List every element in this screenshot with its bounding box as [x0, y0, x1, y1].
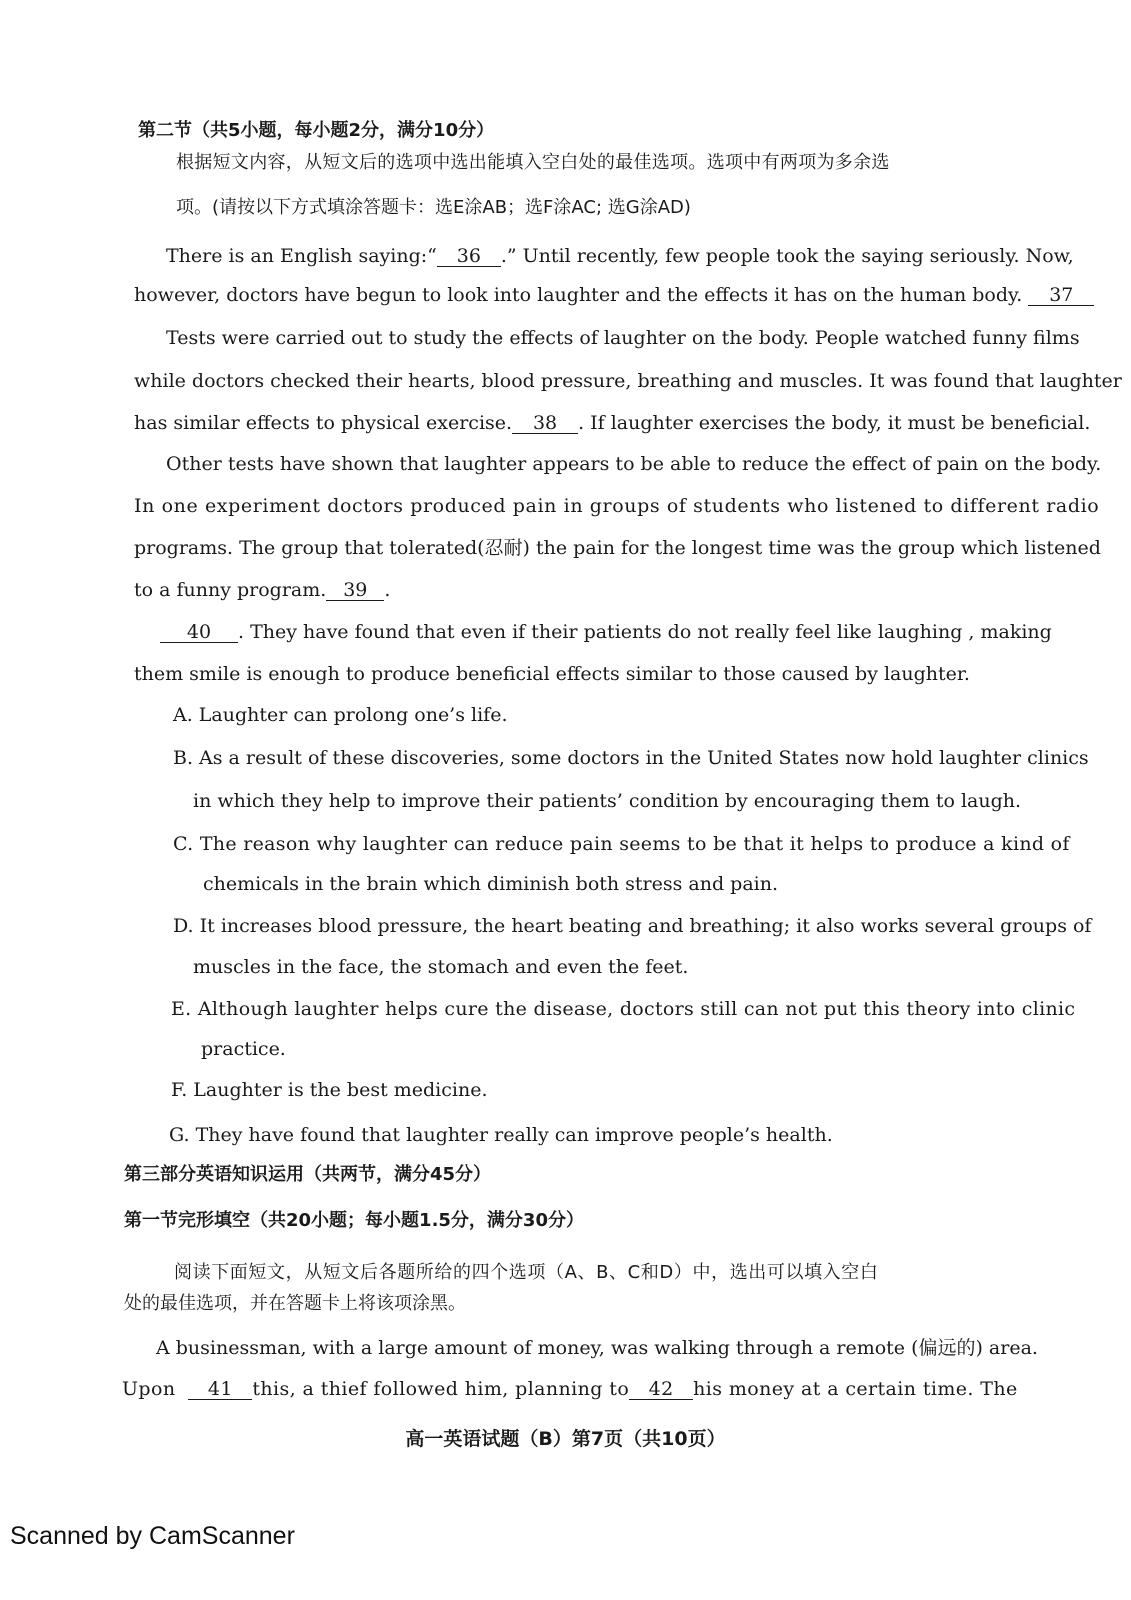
option-d: D. It increases blood pressure, the heart beating and breathing; it also works several groups of [173, 915, 1092, 937]
scanner-watermark: Scanned by CamScanner [10, 1522, 295, 1550]
option-e-continued: practice. [201, 1038, 286, 1060]
section-heading: 第一节完形填空（共20小题；每小题1.5分，满分30分） [124, 1210, 584, 1231]
option-b-continued: in which they help to improve their patients’ condition by encouraging them to laugh. [193, 790, 1022, 812]
option-d-continued: muscles in the face, the stomach and even the feet. [193, 956, 689, 978]
passage-line: to a funny program. 39 . [134, 579, 391, 601]
passage-line: 40 . They have found that even if their patients do not really feel like laughing , making [160, 619, 1052, 645]
answer-blank: 42 [629, 1379, 693, 1400]
cloze-line: A businessman, with a large amount of money, was walking through a remote (偏远的) area. [156, 1337, 1038, 1359]
passage-line: however, doctors have begun to look into laughter and the effects it has on the human body. 37 [134, 282, 1094, 308]
section-instruction: 项。(请按以下方式填涂答题卡：选E涂AB；选F涂AC; 选G涂AD) [176, 197, 691, 218]
option-c: C. The reason why laughter can reduce pain seems to be that it helps to produce a kind of [173, 833, 1070, 855]
answer-blank: 38 [512, 413, 578, 434]
answer-blank: 41 [188, 1379, 252, 1400]
page-footer: 高一英语试题（B）第7页（共10页） [405, 1428, 726, 1450]
option-c-continued: chemicals in the brain which diminish both stress and pain. [203, 873, 779, 895]
answer-blank: 40 [160, 622, 238, 643]
answer-blank: 39 [326, 580, 384, 601]
option-g: G. They have found that laughter really can improve people’s health. [169, 1124, 833, 1146]
passage-line: There is an English saying:“ 36 .” Until recently, few people took the saying seriously. Now, [166, 245, 1074, 267]
section-instruction: 处的最佳选项，并在答题卡上将该项涂黑。 [124, 1293, 466, 1314]
option-f: F. Laughter is the best medicine. [171, 1079, 488, 1101]
section-instruction: 阅读下面短文，从短文后各题所给的四个选项（A、B、C和D）中，选出可以填入空白 [174, 1262, 879, 1283]
part-heading: 第三部分英语知识运用（共两节，满分45分） [124, 1164, 492, 1185]
option-e: E. Although laughter helps cure the disease, doctors still can not put this theory into clinic [171, 998, 1076, 1020]
answer-blank: 36 [437, 246, 501, 267]
passage-line: Tests were carried out to study the effects of laughter on the body. People watched funny films [166, 327, 1080, 349]
passage-line: programs. The group that tolerated(忍耐) the pain for the longest time was the group which listened [134, 537, 1101, 559]
option-a: A. Laughter can prolong one’s life. [173, 704, 508, 726]
passage-line: them smile is enough to produce beneficial effects similar to those caused by laughter. [134, 663, 970, 685]
section-instruction: 根据短文内容，从短文后的选项中选出能填入空白处的最佳选项。选项中有两项为多余选 [176, 152, 890, 173]
section-heading: 第二节（共5小题，每小题2分，满分10分） [138, 120, 495, 141]
passage-line: has similar effects to physical exercise. 38 . If laughter exercises the body, it must be beneficial. [134, 412, 1091, 434]
passage-line: Other tests have shown that laughter appears to be able to reduce the effect of pain on the body. [166, 453, 1102, 475]
answer-blank: 37 [1028, 285, 1094, 306]
passage-line: while doctors checked their hearts, blood pressure, breathing and muscles. It was found that laughter [134, 370, 1122, 392]
option-b: B. As a result of these discoveries, some doctors in the United States now hold laughter clinics [173, 747, 1089, 769]
passage-line: In one experiment doctors produced pain in groups of students who listened to different radio [134, 495, 1100, 517]
cloze-line: Upon 41 this, a thief followed him, planning to 42 his money at a certain time. The [122, 1378, 1018, 1400]
